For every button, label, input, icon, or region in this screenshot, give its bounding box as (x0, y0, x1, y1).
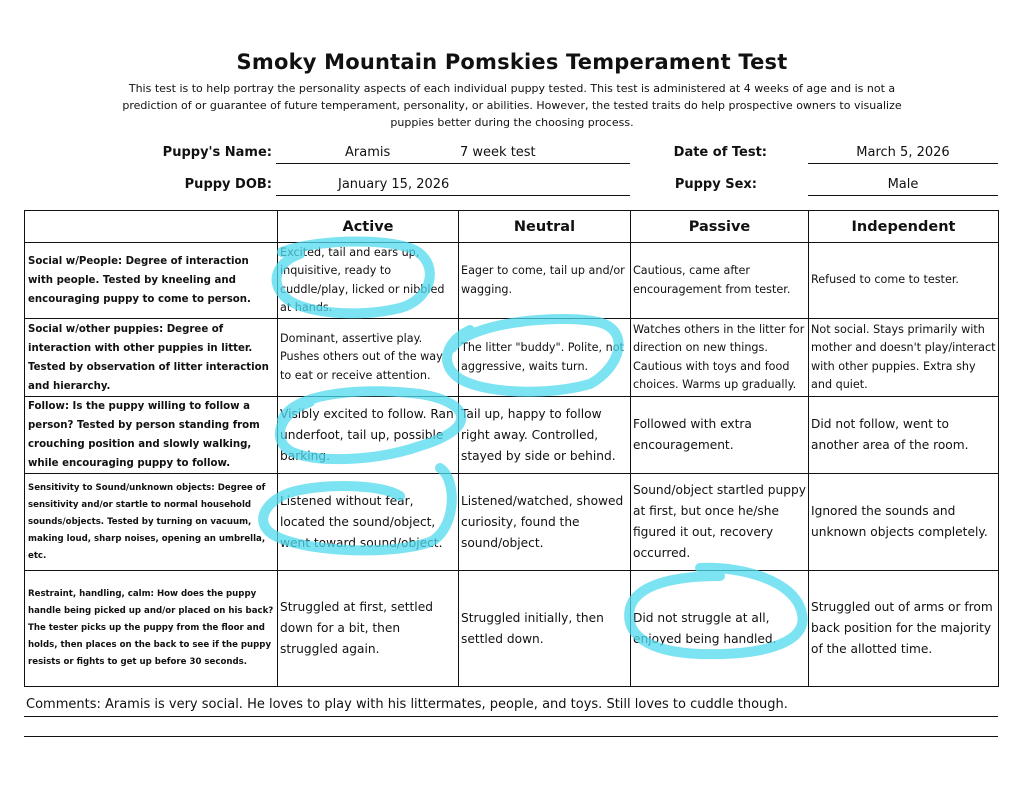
cell-passive: Cautious, came after encouragement from tester. (631, 243, 809, 319)
cell-active: Dominant, assertive play. Pushes others out of the way to eat or receive attention. (278, 319, 459, 397)
cell-active: Struggled at first, settled down for a bit, then struggled again. (278, 571, 459, 687)
sex-line (808, 195, 998, 196)
cell-passive: Did not struggle at all, enjoyed being handled. (631, 571, 809, 687)
date-line (808, 163, 998, 164)
cell-neutral: Struggled initially, then settled down. (459, 571, 631, 687)
puppy-name-line (276, 163, 630, 164)
col-header-neutral: Neutral (459, 211, 631, 243)
cell-independent: Ignored the sounds and unknown objects completely. (809, 474, 999, 571)
cell-independent: Did not follow, went to another area of the room. (809, 397, 999, 474)
dob-value: January 15, 2026 (338, 177, 450, 192)
criterion-social-people: Social w/People: Degree of interaction with people. Tested by kneeling and encouraging puppy to come to person. (25, 243, 278, 319)
puppy-name-label: Puppy's Name: (162, 145, 272, 160)
table-row (25, 474, 999, 571)
dob-label: Puppy DOB: (184, 177, 272, 192)
col-header-independent: Independent (809, 211, 999, 243)
dob-line (276, 195, 630, 196)
cell-active: Excited, tail and ears up, inquisitive, ready to cuddle/play, licked or nibbled at hands. (278, 243, 459, 319)
puppy-name-value: Aramis (345, 145, 391, 160)
week-note: 7 week test (460, 145, 536, 160)
criterion-follow: Follow: Is the puppy willing to follow a person? Tested by person standing from crouching position and slowly walking, while encouraging puppy to follow. (25, 397, 278, 474)
sex-label: Puppy Sex: (674, 177, 757, 192)
table-row (25, 319, 999, 397)
temperament-table (24, 210, 999, 687)
date-value: March 5, 2026 (856, 145, 950, 160)
cell-passive: Followed with extra encouragement. (631, 397, 809, 474)
intro-paragraph: This test is to help portray the personality aspects of each individual puppy tested. This test is administered at 4 weeks of age and is not a prediction of or guarantee of future temperament, personality, or abilities. However, the tested traits do help prospective owners to visualize puppies better during the choosing process. (122, 82, 902, 129)
comments-text: Comments: Aramis is very social. He loves to play with his littermates, people, and toys. Still loves to cuddle though. (26, 697, 788, 712)
cell-independent: Struggled out of arms or from back position for the majority of the allotted time. (809, 571, 999, 687)
date-label: Date of Test: (673, 145, 767, 160)
blank-comment-line (24, 736, 998, 737)
table-row (25, 243, 999, 319)
cell-independent: Not social. Stays primarily with mother and doesn't play/interact with other puppies. Extra shy and quiet. (809, 319, 999, 397)
corner-cell (25, 211, 278, 243)
table-row (25, 571, 999, 687)
cell-neutral: Listened/watched, showed curiosity, found the sound/object. (459, 474, 631, 571)
col-header-active: Active (278, 211, 459, 243)
page-title: Smoky Mountain Pomskies Temperament Test (236, 50, 788, 74)
col-header-passive: Passive (631, 211, 809, 243)
table-row (25, 397, 999, 474)
cell-independent: Refused to come to tester. (809, 243, 999, 319)
cell-passive: Sound/object startled puppy at first, but once he/she figured it out, recovery occurred. (631, 474, 809, 571)
comments-line (24, 716, 998, 717)
cell-passive: Watches others in the litter for direction on new things. Cautious with toys and food choices. Warms up gradually. (631, 319, 809, 397)
cell-neutral: Eager to come, tail up and/or wagging. (459, 243, 631, 319)
sex-value: Male (887, 177, 919, 192)
cell-active: Listened without fear, located the sound/object, went toward sound/object. (278, 474, 459, 571)
criterion-social-puppies: Social w/other puppies: Degree of interaction with other puppies in litter. Tested by observation of litter interaction and hierarchy. (25, 319, 278, 397)
cell-neutral: The litter "buddy". Polite, not aggressive, waits turn. (459, 319, 631, 397)
cell-active: Visibly excited to follow. Ran underfoot, tail up, possible barking. (278, 397, 459, 474)
cell-neutral: Tail up, happy to follow right away. Controlled, stayed by side or behind. (459, 397, 631, 474)
header-row (25, 211, 999, 243)
criterion-sensitivity: Sensitivity to Sound/unknown objects: Degree of sensitivity and/or startle to normal household sounds/objects. Tested by turning on vacuum, making loud, sharp noises, opening an umbrella, etc. (25, 474, 278, 571)
criterion-restraint: Restraint, handling, calm: How does the puppy handle being picked up and/or placed on his back? The tester picks up the puppy from the floor and holds, then places on the back to see if the puppy resists or fights to get up before 30 seconds. (25, 571, 278, 687)
